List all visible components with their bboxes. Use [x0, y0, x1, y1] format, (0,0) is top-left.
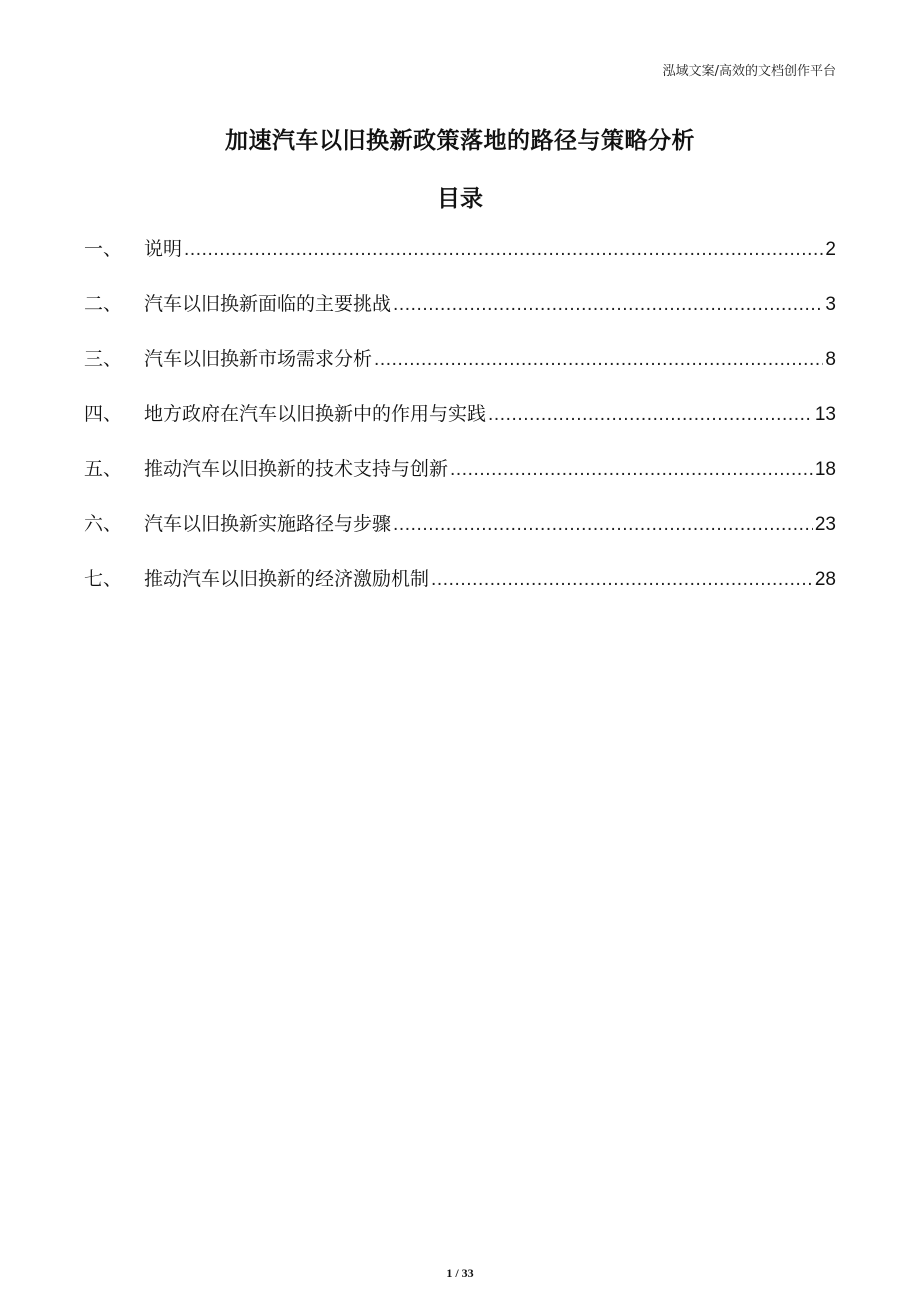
toc-item-6[interactable]	[84, 509, 836, 564]
toc-leader-dots	[488, 404, 813, 426]
toc-item-number: 四、	[84, 403, 123, 425]
document-title: 加速汽车以旧换新政策落地的路径与策略分析	[225, 128, 695, 154]
toc-item-page: 18	[814, 459, 836, 480]
toc-item-page: 13	[814, 404, 836, 425]
toc-item-page: 3	[825, 294, 836, 315]
table-of-contents	[84, 234, 836, 619]
toc-item-2[interactable]	[84, 289, 836, 344]
toc-item-number: 六、	[84, 513, 123, 535]
toc-leader-dots	[393, 294, 823, 316]
toc-item-title: 推动汽车以旧换新的技术支持与创新	[144, 458, 449, 480]
toc-item-title: 汽车以旧换新市场需求分析	[144, 348, 373, 370]
toc-leader-dots	[374, 349, 823, 371]
toc-item-3[interactable]	[84, 344, 836, 399]
toc-item-1[interactable]	[84, 234, 836, 289]
toc-item-7[interactable]	[84, 564, 836, 619]
toc-item-number: 二、	[84, 293, 123, 315]
toc-heading: 目录	[437, 186, 483, 212]
toc-item-title: 地方政府在汽车以旧换新中的作用与实践	[144, 403, 487, 425]
toc-item-page: 2	[825, 239, 836, 260]
toc-item-title: 说明	[144, 238, 183, 260]
toc-item-title: 汽车以旧换新面临的主要挑战	[144, 293, 392, 315]
toc-leader-dots	[393, 514, 813, 536]
toc-item-page: 8	[825, 349, 836, 370]
toc-item-number: 一、	[84, 238, 123, 260]
toc-item-4[interactable]	[84, 399, 836, 454]
toc-item-5[interactable]	[84, 454, 836, 509]
toc-leader-dots	[431, 569, 813, 591]
toc-leader-dots	[184, 239, 823, 261]
toc-item-number: 五、	[84, 458, 123, 480]
toc-item-number: 七、	[84, 568, 123, 590]
header-text: 泓域文案/高效的文档创作平台	[662, 64, 836, 79]
toc-item-title: 汽车以旧换新实施路径与步骤	[144, 513, 392, 535]
page-number: 1 / 33	[446, 1266, 474, 1280]
toc-item-title: 推动汽车以旧换新的经济激励机制	[144, 568, 430, 590]
toc-item-page: 28	[814, 569, 836, 590]
toc-leader-dots	[450, 459, 813, 481]
toc-item-page: 23	[814, 514, 836, 535]
toc-item-number: 三、	[84, 348, 123, 370]
